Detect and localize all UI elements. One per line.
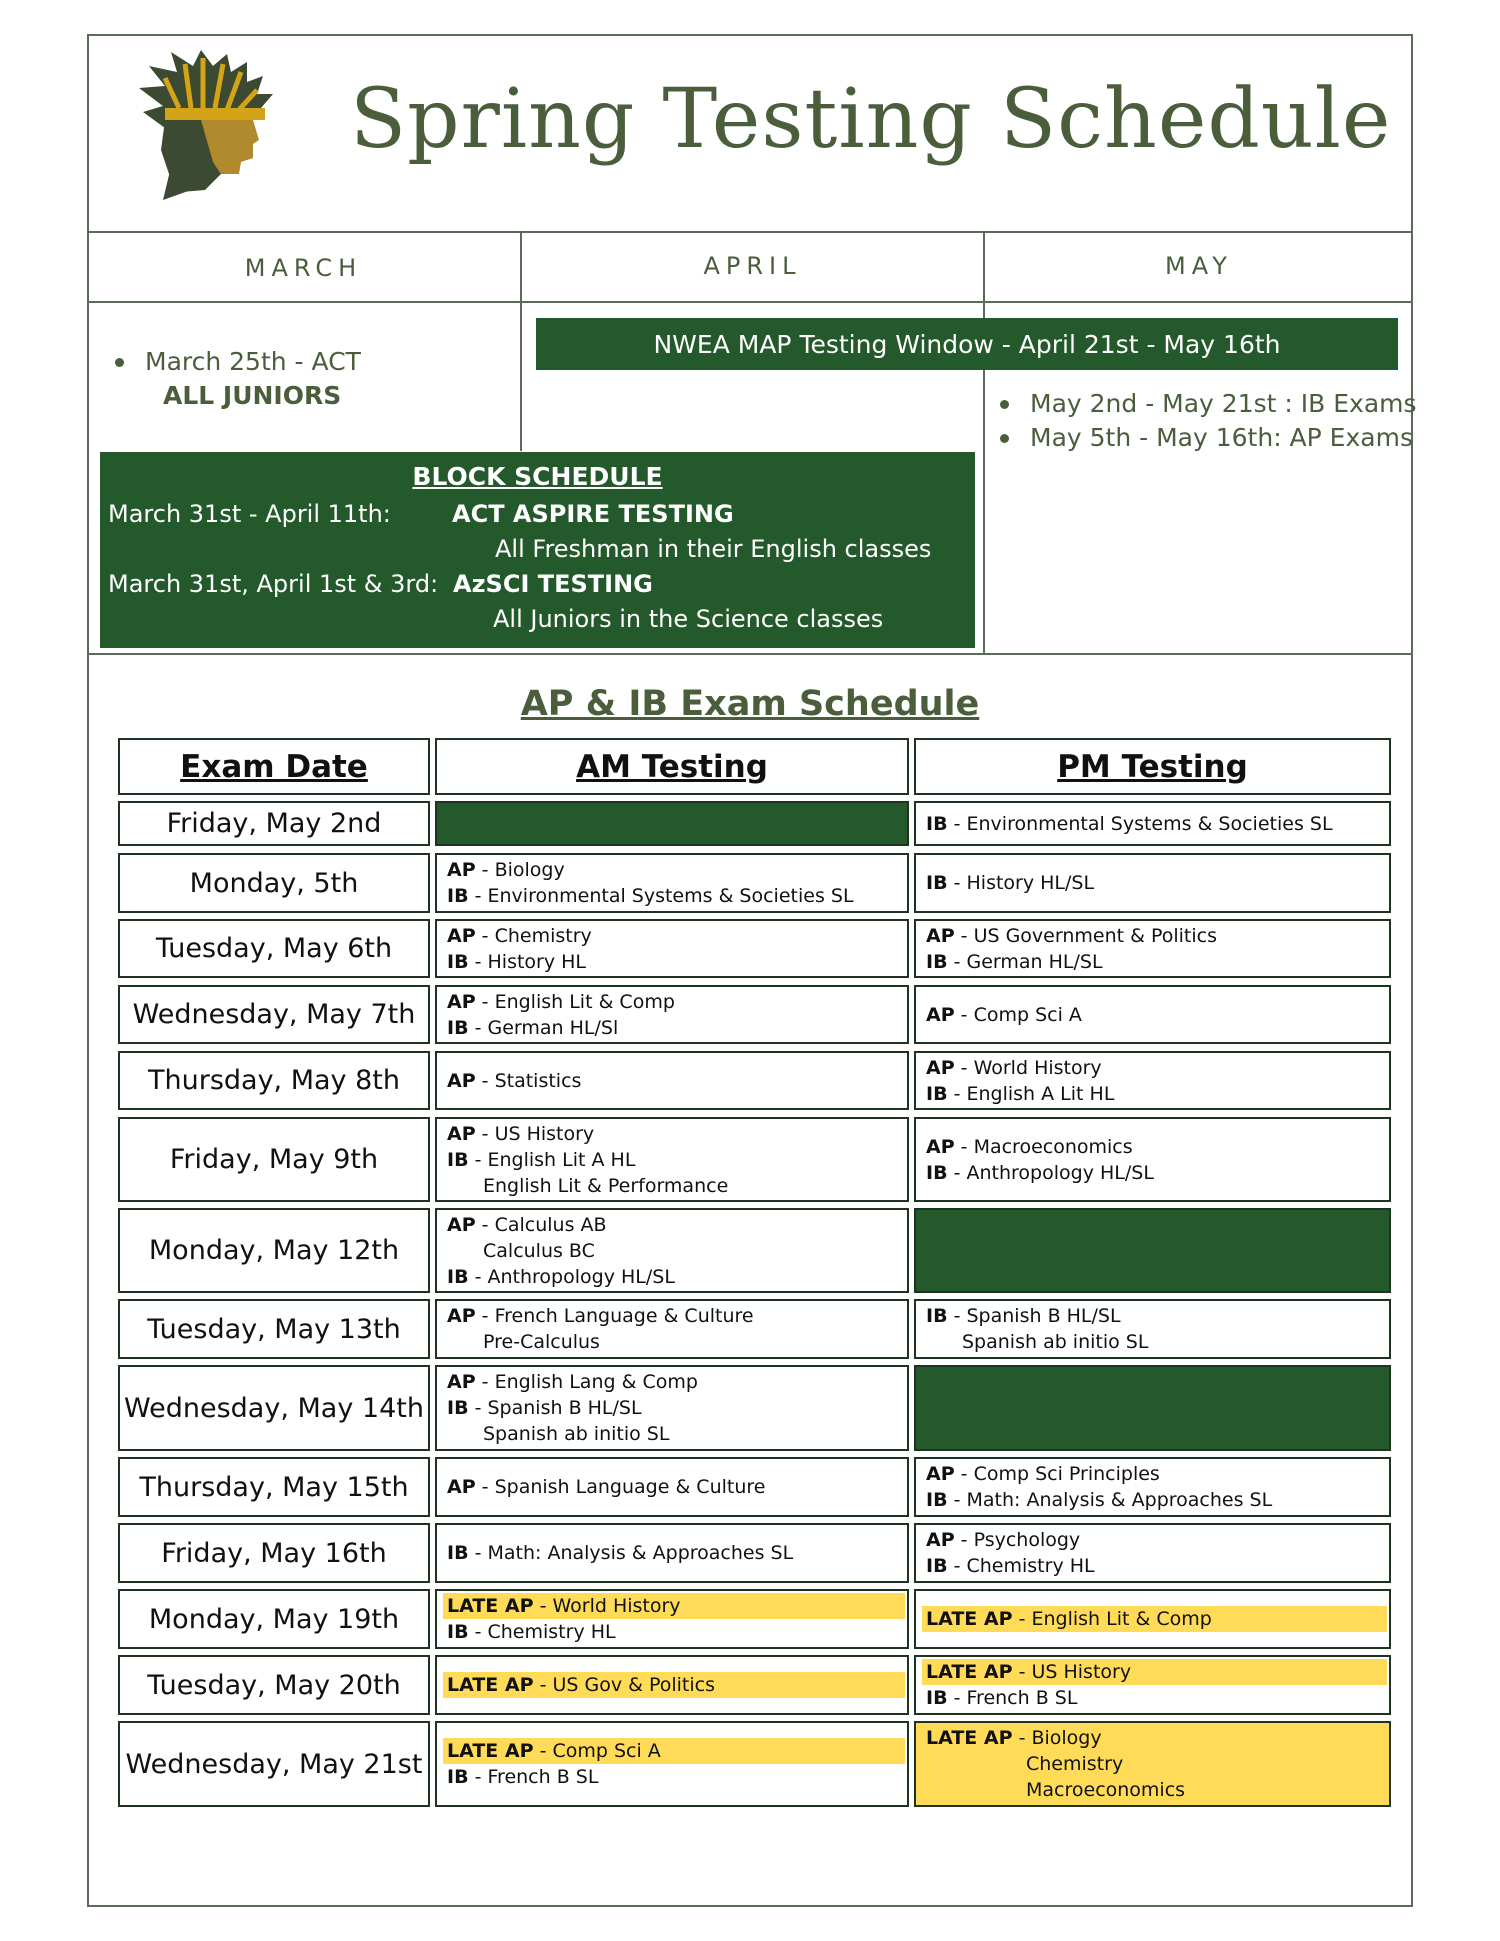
exam-type-label: AP (447, 1069, 476, 1092)
exam-line (922, 1606, 1387, 1632)
exam-subject: - Comp Sci A (954, 1003, 1082, 1026)
exam-type-label: AP (447, 990, 476, 1013)
march-act: March 25th - ACT (145, 347, 361, 376)
exam-type-label: LATE AP (926, 1608, 1013, 1630)
exam-subject: - World History (954, 1056, 1102, 1079)
exam-line (447, 989, 907, 1015)
exam-type-label: AP (926, 1463, 955, 1485)
exam-line (443, 1738, 905, 1764)
may-ib: May 2nd - May 21st : IB Exams (1030, 389, 1417, 418)
exam-date-cell: Thursday, May 15th (118, 1457, 430, 1517)
exam-subject: - French B SL (947, 1687, 1078, 1709)
exam-line (926, 1553, 1389, 1579)
exam-type-label: IB (926, 950, 948, 973)
exam-type-label: IB (926, 1555, 948, 1577)
exam-line (447, 1395, 907, 1421)
exam-subject: - Comp Sci A (533, 1740, 661, 1762)
march-act-sub: ALL JUNIORS (163, 381, 342, 410)
pm-testing-cell (914, 1365, 1391, 1451)
exam-type-label: LATE AP (447, 1740, 534, 1762)
exam-type-label: AP (926, 1056, 955, 1079)
exam-type-label: AP (447, 1122, 476, 1145)
pm-testing-cell (914, 985, 1391, 1044)
month-april: APRIL (703, 252, 802, 280)
exam-date-cell: Monday, 5th (118, 853, 430, 913)
exam-line (926, 923, 1389, 949)
exam-line (447, 923, 907, 949)
pm-testing-cell (914, 1299, 1391, 1359)
block-row1-test: ACT ASPIRE TESTING (452, 500, 734, 528)
exam-date-cell: Wednesday, May 21st (118, 1721, 430, 1807)
exam-type-label: LATE AP (447, 1674, 534, 1696)
exam-date-cell: Wednesday, May 14th (118, 1365, 430, 1451)
divider (87, 231, 1413, 233)
exam-subject: - US Gov & Politics (533, 1674, 715, 1696)
exam-subject: - US Government & Politics (954, 924, 1218, 947)
may-ap: May 5th - May 16th: AP Exams (1030, 423, 1413, 452)
exam-subject: - US History (1012, 1661, 1132, 1683)
exam-date-cell: Thursday, May 8th (118, 1051, 430, 1110)
exam-type-label: AP (447, 1213, 476, 1236)
exam-subject: - Anthropology HL/SL (468, 1265, 675, 1288)
exam-subject: - English Lang & Comp (475, 1371, 698, 1393)
divider (87, 653, 1413, 655)
exam-line (926, 811, 1389, 837)
exam-line (447, 1421, 907, 1447)
exam-line (926, 949, 1389, 975)
exam-subject: - Biology (475, 859, 565, 881)
exam-type-label: IB (926, 872, 948, 894)
exam-subject: - Macroeconomics (954, 1135, 1133, 1158)
month-may: MAY (1165, 252, 1233, 280)
exam-date-cell: Friday, May 16th (118, 1523, 430, 1583)
exam-date-cell: Friday, May 2nd (118, 801, 430, 846)
exam-subject: - Comp Sci Principles (954, 1463, 1160, 1485)
exam-subject: - English Lit & Comp (475, 990, 675, 1013)
exam-subject: Spanish ab initio SL (483, 1423, 670, 1445)
exam-type-label: LATE AP (926, 1727, 1013, 1749)
pm-testing-cell (914, 1721, 1391, 1807)
exam-line (926, 870, 1389, 896)
exam-type-label: IB (447, 1766, 469, 1788)
list-item (1000, 421, 1417, 455)
exam-line (447, 1540, 907, 1566)
am-testing-cell (435, 1523, 909, 1583)
exam-subject: - Math: Analysis & Approaches SL (947, 1489, 1273, 1511)
march-list (115, 345, 361, 413)
exam-line (447, 1369, 907, 1395)
pm-testing-cell (914, 1457, 1391, 1517)
exam-line (447, 1619, 907, 1645)
pm-testing-cell (914, 1655, 1391, 1715)
pm-testing-cell (914, 1523, 1391, 1583)
exam-line (926, 1527, 1389, 1553)
exam-subject: - English Lit A HL (468, 1148, 636, 1171)
block-row1-date: March 31st - April 11th: (108, 500, 391, 528)
pm-testing-cell (914, 919, 1391, 978)
exam-subject: - Anthropology HL/SL (947, 1161, 1154, 1184)
exam-subject: - History HL (468, 950, 587, 973)
am-testing-cell (435, 801, 909, 846)
exam-type-label: IB (926, 1687, 948, 1709)
am-testing-cell (435, 919, 909, 978)
exam-line (926, 1487, 1389, 1513)
may-list (1000, 387, 1417, 455)
exam-subject: English Lit & Performance (483, 1174, 729, 1197)
pm-testing-cell (914, 801, 1391, 846)
block-row2-test: AzSCI TESTING (453, 570, 653, 598)
exam-date-cell: Friday, May 9th (118, 1117, 430, 1202)
exam-line (447, 1264, 907, 1290)
exam-line (926, 1055, 1389, 1081)
exam-line (447, 1303, 907, 1329)
exam-type-label: IB (926, 1305, 948, 1327)
exam-line (447, 949, 907, 975)
exam-subject: - Environmental Systems & Societies SL (468, 885, 854, 907)
exam-line (447, 883, 907, 909)
exam-subject: - World History (533, 1595, 681, 1617)
exam-subject: - Math: Analysis & Approaches SL (468, 1542, 794, 1564)
exam-type-label: AP (447, 1371, 476, 1393)
pm-testing-cell (914, 1117, 1391, 1202)
exam-line (922, 1659, 1387, 1685)
exam-subject: Pre-Calculus (483, 1331, 600, 1353)
exam-subject: - German HL/SL (947, 950, 1103, 973)
exam-line (443, 1672, 905, 1698)
exam-subject: - French Language & Culture (475, 1305, 754, 1327)
exam-subject: - Chemistry (475, 924, 592, 947)
exam-subject: - Environmental Systems & Societies SL (947, 812, 1333, 835)
am-testing-cell (435, 1589, 909, 1649)
exam-type-label: AP (447, 1305, 476, 1327)
exam-subject: - Statistics (475, 1069, 582, 1092)
exam-type-label: IB (926, 1161, 948, 1184)
list-item (115, 345, 361, 379)
exam-subject: - English A Lit HL (947, 1082, 1115, 1105)
exam-line (447, 1015, 907, 1041)
exam-type-label: AP (447, 1476, 476, 1498)
exam-subject: - Spanish B HL/SL (468, 1397, 642, 1419)
exam-type-label: LATE AP (447, 1595, 534, 1617)
block-schedule-panel (100, 452, 975, 648)
exam-type-label: IB (447, 1542, 469, 1564)
block-row1-desc: All Freshman in their English classes (495, 535, 932, 563)
exam-date-cell: Tuesday, May 20th (118, 1655, 430, 1715)
exam-date-cell: Tuesday, May 13th (118, 1299, 430, 1359)
exam-subject: - German HL/Sl (468, 1016, 619, 1039)
exam-line (926, 1134, 1389, 1160)
exam-type-label: IB (926, 812, 948, 835)
exam-line (447, 1474, 907, 1500)
exam-date-cell: Wednesday, May 7th (118, 985, 430, 1044)
exam-subject: Spanish ab initio SL (962, 1331, 1149, 1353)
exam-subject: - Chemistry HL (947, 1555, 1095, 1577)
am-testing-cell (435, 853, 909, 913)
exam-subject: - History HL/SL (947, 872, 1095, 894)
exam-type-label: IB (447, 950, 469, 973)
am-testing-cell (435, 1051, 909, 1110)
exam-line (447, 1147, 907, 1173)
pm-testing-cell (914, 1208, 1391, 1293)
exam-type-label: AP (447, 924, 476, 947)
am-testing-cell (435, 1299, 909, 1359)
exam-subject: Calculus BC (483, 1239, 595, 1262)
exam-line (447, 1329, 907, 1355)
exam-date-cell: Monday, May 19th (118, 1589, 430, 1649)
exam-subject: - Spanish B HL/SL (947, 1305, 1121, 1327)
exam-line (926, 1751, 1389, 1777)
month-march: MARCH (244, 254, 363, 282)
exam-line (926, 1160, 1389, 1186)
trojan-logo-icon (135, 50, 280, 200)
exam-line (926, 1725, 1389, 1751)
exam-line (447, 1764, 907, 1790)
exam-subject: - Biology (1012, 1727, 1102, 1749)
exam-type-label: AP (926, 1135, 955, 1158)
exam-type-label: IB (447, 885, 469, 907)
exam-type-label: IB (447, 1148, 469, 1171)
header-pm-testing: PM Testing (914, 738, 1391, 795)
exam-subject: - French B SL (468, 1766, 599, 1788)
pm-testing-cell (914, 1051, 1391, 1110)
header-am-testing: AM Testing (435, 738, 909, 795)
am-testing-cell (435, 1208, 909, 1293)
exam-type-label: IB (447, 1265, 469, 1288)
exam-line (926, 1329, 1389, 1355)
exam-date-cell: Tuesday, May 6th (118, 919, 430, 978)
pm-testing-cell (914, 853, 1391, 913)
exam-schedule-title: AP & IB Exam Schedule (520, 684, 980, 724)
exam-line (447, 857, 907, 883)
nwea-banner: NWEA MAP Testing Window - April 21st - May 16th (536, 318, 1398, 370)
block-title: BLOCK SCHEDULE (412, 462, 663, 491)
exam-line (926, 1303, 1389, 1329)
exam-line (926, 1685, 1389, 1711)
exam-line (926, 1081, 1389, 1107)
exam-line (926, 1002, 1389, 1028)
block-row2-desc: All Juniors in the Science classes (493, 605, 884, 633)
exam-type-label: IB (447, 1621, 469, 1643)
exam-line (447, 1121, 907, 1147)
exam-subject: - US History (475, 1122, 595, 1145)
exam-line (447, 1212, 907, 1238)
am-testing-cell (435, 1721, 909, 1807)
exam-subject: - English Lit & Comp (1012, 1608, 1212, 1630)
exam-subject: Chemistry (1026, 1753, 1124, 1775)
exam-subject: - Chemistry HL (468, 1621, 616, 1643)
am-testing-cell (435, 1365, 909, 1451)
exam-subject: Macroeconomics (1026, 1779, 1186, 1801)
block-row2-date: March 31st, April 1st & 3rd: (108, 570, 439, 598)
exam-subject: - Psychology (954, 1529, 1081, 1551)
pm-testing-cell (914, 1589, 1391, 1649)
exam-line (447, 1238, 907, 1264)
am-testing-cell (435, 1117, 909, 1202)
exam-type-label: IB (447, 1397, 469, 1419)
exam-subject: - Calculus AB (475, 1213, 607, 1236)
exam-type-label: AP (926, 1529, 955, 1551)
exam-type-label: IB (926, 1082, 948, 1105)
exam-line (447, 1173, 907, 1199)
am-testing-cell (435, 985, 909, 1044)
page-title: Spring Testing Schedule (350, 72, 1392, 167)
am-testing-cell (435, 1655, 909, 1715)
exam-line (447, 1068, 907, 1094)
divider (983, 231, 985, 653)
exam-date-cell: Monday, May 12th (118, 1208, 430, 1293)
divider (87, 301, 1413, 303)
exam-type-label: AP (926, 1003, 955, 1026)
exam-type-label: AP (926, 924, 955, 947)
header-exam-date: Exam Date (118, 738, 430, 795)
exam-line (443, 1593, 905, 1619)
am-testing-cell (435, 1457, 909, 1517)
list-item (1000, 387, 1417, 421)
exam-type-label: IB (926, 1489, 948, 1511)
exam-line (926, 1461, 1389, 1487)
exam-subject: - Spanish Language & Culture (475, 1476, 766, 1498)
exam-type-label: LATE AP (926, 1661, 1013, 1683)
exam-line (926, 1777, 1389, 1803)
exam-type-label: IB (447, 1016, 469, 1039)
exam-type-label: AP (447, 859, 476, 881)
